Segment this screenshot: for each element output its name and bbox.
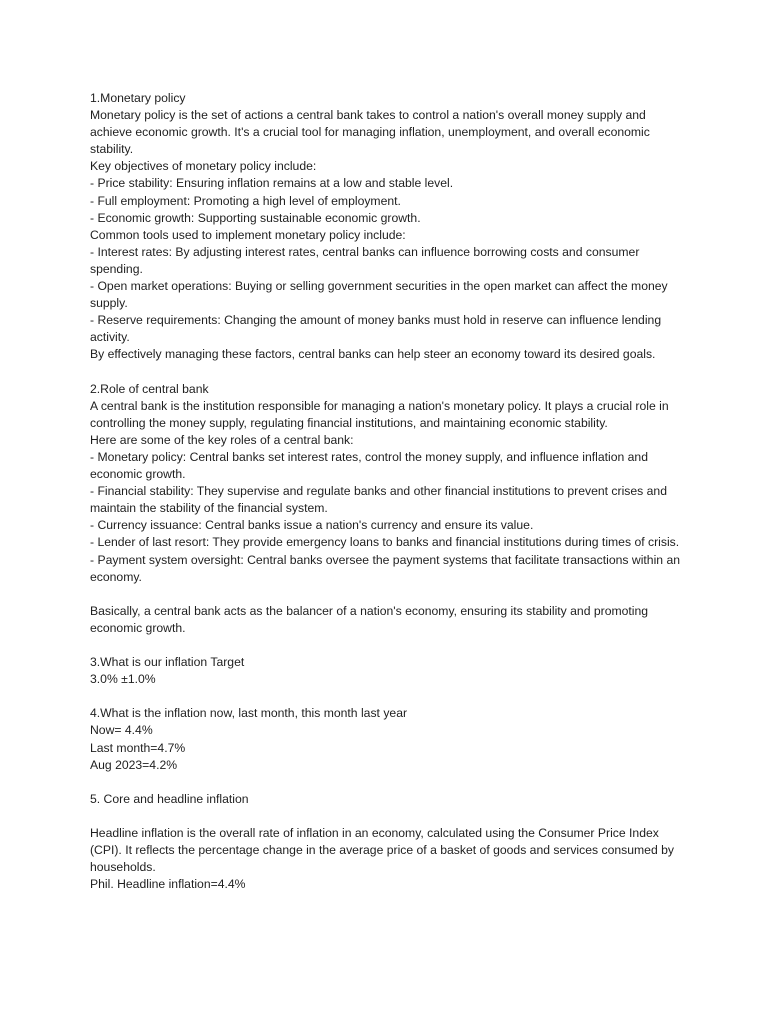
paragraph: Monetary policy is the set of actions a central bank takes to control a nation's overall money supply and achieve economic growth. It's a crucial tool for managing inflation, unemployment, and overall economic stability. [90, 108, 650, 157]
list-item: - Lender of last resort: They provide emergency loans to banks and financial institutions during times of crisis. [90, 535, 680, 550]
list-item: - Payment system oversight: Central banks oversee the payment systems that facilitate transactions within an economy. [90, 552, 681, 584]
section-heading: 5. Core and headline inflation [90, 791, 249, 806]
list-item: - Monetary policy: Central banks set interest rates, control the money supply, and influence inflation and economic growth. [90, 449, 648, 482]
inflation-now-value: Now= 4.4% [90, 723, 153, 738]
paragraph: A central bank is the institution responsible for managing a nation's monetary policy. It plays a crucial role in controlling the money supply, regulating financial institutions, and maintaining economic stability. [90, 398, 669, 430]
paragraph: By effectively managing these factors, central banks can help steer an economy toward its desired goals. [90, 347, 656, 362]
section-monetary-policy [90, 90, 690, 364]
paragraph: Basically, a central bank acts as the balancer of a nation's economy, ensuring its stability and promoting economic growth. [90, 603, 649, 635]
section-heading: 2.Role of central bank [90, 381, 209, 396]
headline-inflation-value: Phil. Headline inflation=4.4% [90, 877, 246, 892]
blank-line [90, 808, 690, 825]
document-page [90, 90, 690, 893]
inflation-last-month-value: Last month=4.7% [90, 740, 186, 755]
section-inflation-target [90, 654, 690, 688]
inflation-last-year-value: Aug 2023=4.2% [90, 757, 178, 772]
paragraph: Headline inflation is the overall rate of inflation in an economy, calculated using the Consumer Price Index (CPI). It reflects the percentage change in the average price of a basket of goods and services consumed by households. [90, 826, 674, 875]
paragraph: Key objectives of monetary policy include: [90, 159, 317, 174]
list-item: - Reserve requirements: Changing the amount of money banks must hold in reserve can influence lending activity. [90, 313, 662, 345]
section-heading: 3.What is our inflation Target [90, 655, 245, 670]
section-heading: 1.Monetary policy [90, 91, 186, 105]
list-item: - Price stability: Ensuring inflation remains at a low and stable level. [90, 176, 454, 191]
section-inflation-now [90, 705, 690, 773]
blank-line [90, 586, 690, 603]
paragraph: Here are some of the key roles of a central bank: [90, 432, 354, 447]
list-item: - Interest rates: By adjusting interest rates, central banks can influence borrowing costs and consumer spending. [90, 244, 640, 276]
section-core-headline-inflation [90, 791, 690, 894]
list-item: - Open market operations: Buying or selling government securities in the open market can affect the money supply. [90, 279, 668, 311]
section-heading: 4.What is the inflation now, last month, this month last year [90, 706, 408, 721]
list-item: - Full employment: Promoting a high level of employment. [90, 193, 401, 208]
list-item: - Currency issuance: Central banks issue a nation's currency and ensure its value. [90, 518, 534, 533]
inflation-target-value: 3.0% ±1.0% [90, 672, 156, 687]
section-role-of-central-bank [90, 381, 690, 637]
list-item: - Economic growth: Supporting sustainable economic growth. [90, 210, 421, 225]
paragraph: Common tools used to implement monetary policy include: [90, 227, 406, 242]
list-item: - Financial stability: They supervise and regulate banks and other financial institutions to prevent crises and maintain the stability of the financial system. [90, 484, 667, 516]
